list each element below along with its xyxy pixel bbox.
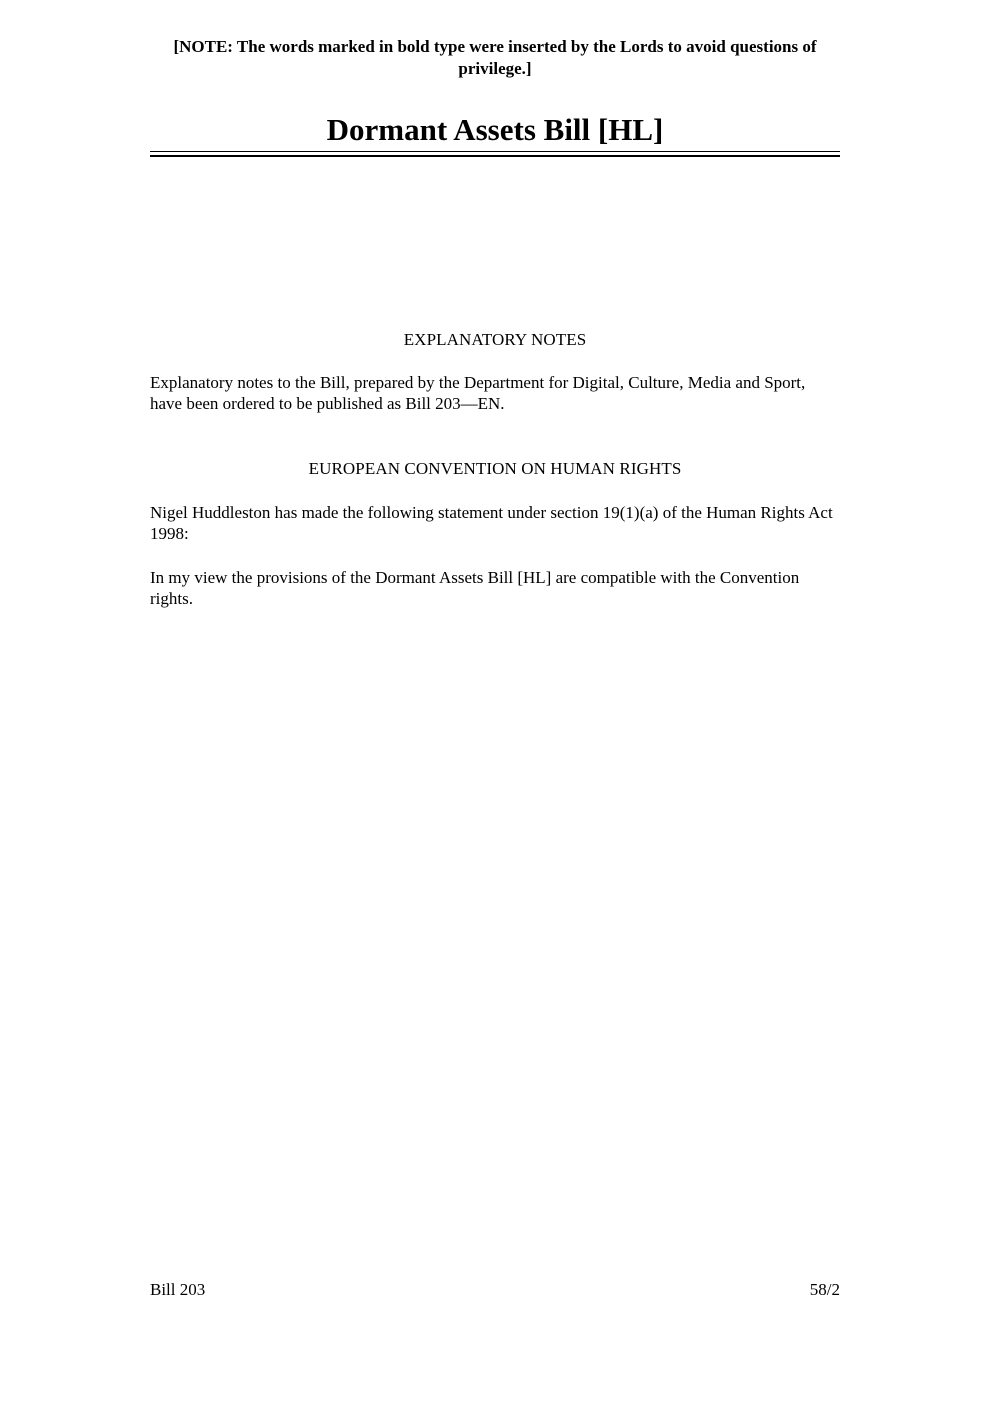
privilege-note: [NOTE: The words marked in bold type were inserted by the Lords to avoid questions of privilege.] [173, 37, 817, 78]
echr-statement-paragraph: Nigel Huddleston has made the following statement under section 19(1)(a) of the Human Rights Act 1998: [150, 503, 833, 543]
echr-compatibility-paragraph: In my view the provisions of the Dormant Assets Bill [HL] are compatible with the Convention rights. [150, 568, 800, 608]
echr-heading: EUROPEAN CONVENTION ON HUMAN RIGHTS [308, 459, 682, 478]
bill-title: Dormant Assets Bill [HL] [326, 112, 664, 147]
footer-bill-number: Bill 203 [150, 1280, 206, 1299]
explanatory-notes-paragraph: Explanatory notes to the Bill, prepared by the Department for Digital, Culture, Media and Sport, have been ordered to be published as Bill 203—EN. [150, 373, 806, 413]
explanatory-notes-heading: EXPLANATORY NOTES [403, 330, 587, 349]
title-rule-thin [150, 151, 840, 152]
footer-page-ref: 58/2 [809, 1280, 840, 1299]
title-rule-thick [150, 155, 840, 157]
